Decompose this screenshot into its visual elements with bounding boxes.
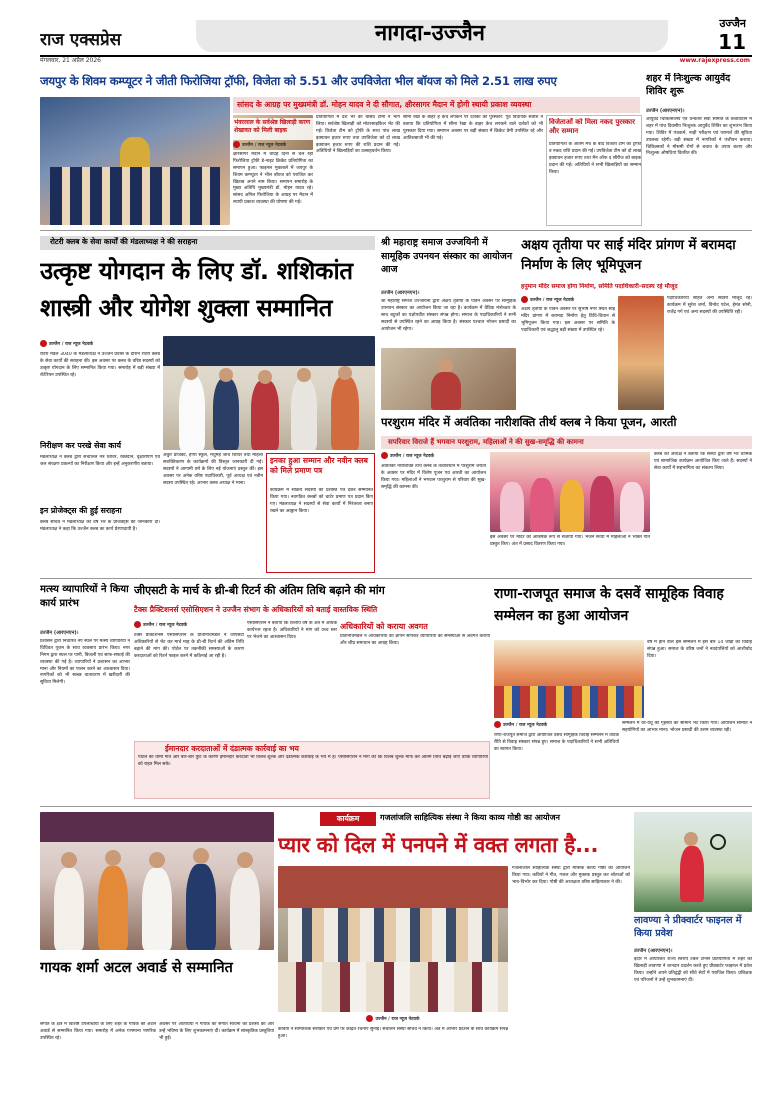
- karyakram-text1: गजलांजलि साहित्यिक संस्था द्वारा मासिक काव्य गोष्ठी का आयोजन किया गया। कवियों ने गीत, गजल और मुक्तक प्रस्तुत कर श्रोताओं को भाव-विभोर कर दिया। गोष्ठी की अध्यक्षता वरिष्ठ साहित्यकार ने की।: [512, 866, 630, 885]
- gst-box-text: प्रतिनिधिमंडल ने अधिकारियों को ज्ञापन सौंपकर व्यापारियों की समस्याओं से अवगत कराया और शीघ्र समाधान का आग्रह किया।: [340, 634, 490, 646]
- upanayan-text: श्री महाराष्ट्र समाज उज्जयिनी द्वारा अक्षय तृतीया के पावन अवसर पर सामूहिक उपनयन संस्कार का आयोजन किया जा रहा है। कार्यक्रम में वैदिक मंत्रोच्चार के साथ बटुकों का यज्ञोपवीत संस्कार संपन्न होगा। समाज के पदाधिकारियों ने सभी सदस्यों से उपस्थित रहने का आग्रह किया है। संस्कार पश्चात भोजन प्रसादी का आयोजन भी रहेगा।: [381, 299, 516, 332]
- rana-side-text: वर्ष में होने वाले इस सम्मेलन में इस बार 14 जोड़ों का विवाह संपन्न हुआ। समाज के वरिष्ठ जनों ने नवदंपत्तियों को आशीर्वाद दिया।: [647, 640, 752, 659]
- winners-box-title: विजेताओं को मिला नकद पुरस्कार और सम्मान: [549, 118, 635, 136]
- karyakram-label: कार्यक्रम: [336, 814, 360, 823]
- rotary-sub1: निरीक्षण कर परखे सेवा कार्य: [40, 441, 121, 450]
- akshay-headline: अक्षय तृतीया पर साई मंदिर प्रांगण में बरामदा निर्माण के लिए भूमिपूजन: [521, 238, 736, 274]
- gayak-text2: अवसर पर अतिथियों ने गायक की संगीत साधना की प्रशंसा की और उन्हें भविष्य के लिए शुभकामनाएं दीं। कार्यक्रम में सांस्कृतिक प्रस्तुतियां भी हुईं।: [159, 1022, 274, 1041]
- rana-byline: उज्जैन / राज न्यूज नेटवर्क: [494, 721, 644, 731]
- gst-box-head: अधिकारियों को कराया अवगत: [340, 622, 428, 631]
- gst-byline: उज्जैन / राज न्यूज नेटवर्क: [134, 621, 234, 631]
- winners-box-text: प्रतियोगिता के अंतिम मैच के बाद विजेता टीम को ट्रॉफी व नकद राशि प्रदान की गई। उपविजेता टीम को दो लाख इक्यावन हजार रुपए तथा मैन ऑफ द सीरीज को बाइक प्रदान की गई। अतिथियों ने सभी खिलाड़ियों का सम्मान किया।: [549, 142, 641, 175]
- gst-text2: एसोसिएशन ने बताया कि वित्तीय वर्ष के अंत में अधिक कार्यभार रहता है। अधिकारियों ने मांग को उच्च स्तर पर भेजने का आश्वासन दिया।: [247, 621, 337, 640]
- winners-box: [546, 115, 642, 226]
- gst-honest-text: पोर्टल की धीमी गति और बार-बार त्रुटि के कारण ईमानदार करदाता भी विलंब शुल्क और दंडात्मक कार्रवाई के भय में हैं। एसोसिएशन ने मांग की कि विलंब शुल्क माफ कर अंतिम तिथि बढ़ाई जाए ताकि व्यापारियों को राहत मिल सके।: [138, 755, 488, 767]
- edition-title: नागदा-उज्जैन: [375, 21, 485, 46]
- akshay-text: अक्षय तृतीया के पावन अवसर पर सुभाष नगर स्थित साई मंदिर प्रांगण में बरामदा निर्माण हेतु विधि-विधान से भूमिपूजन किया गया। इस अवसर पर समिति के पदाधिकारी एवं श्रद्धालु बड़ी संख्या में उपस्थित रहे।: [521, 307, 615, 333]
- rotary-middle-text: अंकुर प्रोजेक्ट, हैप्पी स्कूल, मधुमेह जांच शिविर तथा महिला सशक्तिकरण के कार्यक्रमों की विस्तृत जानकारी दी गई। सदस्यों ने आगामी वर्ष के लिए नई योजनाएं प्रस्तुत कीं। इस अवसर पर अनेक वरिष्ठ पदाधिकारी, पूर्व अध्यक्ष एवं नवीन सदस्य उपस्थित रहे। आभार क्लब अध्यक्ष ने माना।: [163, 453, 263, 486]
- rana-text1: राणा-राजपूत समाज द्वारा आयोजित दसवें सामूहिक विवाह सम्मेलन में वैदिक रीति से विवाह संस्कार संपन्न हुए। समाज के पदाधिकारियों ने सभी अतिथियों का स्वागत किया।: [494, 733, 619, 752]
- gst-headline: जीएसटी के मार्च के थ्री-बी रिटर्न की अंतिम तिथि बढ़ाने की मांग: [134, 584, 385, 597]
- karyakram-text2: कवियों ने सामाजिक सरोकार एवं प्रेम पर केंद्रित रचनाएं सुनाईं। संचालन संस्था सचिव ने किया। अंत में आभार प्रदर्शन के साथ कार्यक्रम संपन्न हुआ।: [278, 1027, 508, 1039]
- rotary-text1: रोटरी मंडल 3040 के मंडलाध्यक्ष ने उज्जैन प्रवास के दौरान रोटरी क्लब के सेवा कार्यों की सराहना की। इस अवसर पर क्लब के वरिष्ठ सदस्यों को उत्कृष्ट योगदान के लिए सम्मानित किया गया। समारोह में बड़ी संख्या में रोटेरियन उपस्थित रहे।: [40, 352, 160, 378]
- parshuram-headline: परशुराम मंदिर में अवंतिका नारीशक्ति तीर्थ क्लब ने किया पूजन, आरती: [381, 415, 677, 429]
- rana-text2: सम्मेलन में वर-वधू को गृहस्थी का सामान भेंट किया गया। आयोजन समिति ने सहयोगियों का आभार माना। भोजन प्रसादी की उत्तम व्यवस्था रही।: [622, 721, 752, 733]
- rotary-kicker: रोटरी क्लब के सेवा कार्यों की मंडलाध्यक्ष ने की सराहना: [50, 237, 198, 246]
- masthead: [0, 0, 778, 66]
- network-logo: [233, 141, 240, 148]
- issue-date: मंगलवार, 21 अप्रैल 2026: [40, 57, 101, 64]
- ayurveda-text: आयुर्वेद चिकित्सालय एवं धन्वंतरि सेवा समिति के तत्वावधान में शहर में पांच दिवसीय निःशुल्क आयुर्वेद शिविर का शुभारंभ किया गया। शिविर में पंचकर्म, नाड़ी परीक्षण एवं परामर्श की सुविधा उपलब्ध रहेगी। बड़ी संख्या में नागरिकों ने पंजीयन कराया। चिकित्सकों ने मौसमी रोगों से बचाव के उपाय बताए और निःशुल्क औषधियां वितरित की।: [646, 117, 752, 157]
- upanayan-photo: [381, 348, 516, 410]
- parshuram-text2: इस अवसर पर मंदिर को आकर्षक रूप से सजाया गया। भजन संध्या में महिलाओं ने भक्ति गीत प्रस्तुत किए। अंत में प्रसाद वितरण किया गया।: [490, 535, 650, 547]
- lawanya-headline: लावण्या ने प्रीक्वार्टर फाइनल में किया प्रवेश: [634, 915, 742, 940]
- lead-col1-text: क्षीरसागर मैदान में चौदह दिनों से चल रही फिरोजिया ट्रॉफी डे-नाइट क्रिकेट प्रतियोगिता का समापन हुआ। फाइनल मुकाबले में जयपुर के शिवम कम्प्यूटर ने भील बॉयज को पराजित कर खिताब अपने नाम किया। समापन समारोह के मुख्य अतिथि मुख्यमंत्री डॉ. मोहन यादव रहे। सांसद अनिल फिरोजिया के आग्रह पर मैदान में स्थायी प्रकाश व्यवस्था की घोषणा की गई।: [233, 152, 313, 206]
- lead-col2-text: प्रतियोगिता में देश भर की चौंसठ टीमों ने भाग लिया। सर्वश्रेष्ठ खिलाड़ी को मोटरसाइकिल भेंट की गई। विजेता टीम को ट्रॉफी के साथ पांच लाख इक्यावन हजार रुपए तथा उपविजेता को दो लाख इक्यावन हजार रुपए की राशि प्रदान की गई। अतिथियों ने खिलाड़ियों का उत्साहवर्धन किया।: [316, 115, 400, 155]
- gst-honest-box: [134, 741, 490, 799]
- gayak-photo: [40, 812, 274, 950]
- rana-headline: राणा-राजपूत समाज के दसवें सामूहिक विवाह सम्मेलन का हुआ आयोजन: [494, 586, 724, 625]
- upanayan-headline: श्री महाराष्ट्र समाज उज्जयिनी में सामूहिक उपनयन संस्कार का आयोजन आज: [381, 237, 513, 276]
- divider: [40, 230, 752, 231]
- lawanya-byline: उज्जैन (आरएनएन)।: [634, 948, 673, 954]
- ayurveda-headline: शहर में निःशुल्क आयुर्वेद शिविर शुरू: [646, 73, 731, 97]
- tennis-photo: [634, 812, 752, 912]
- parshuram-sub: सपरिवार विराजे हैं भगवान परशुराम, महिलाओं ने की सुख-समृद्धि की कामना: [388, 438, 584, 446]
- lead-photo-caption: भंवरलाल के सर्वश्रेष्ठ खिलाड़ी करण शेखावत को मिली बाइक: [233, 118, 313, 140]
- lead-byline: उज्जैन / राज न्यूज नेटवर्क: [233, 141, 313, 151]
- akshay-text2: पदाधिकारियों सहित अन्य सदस्य मौजूद रहे। कार्यक्रम में सुरेश शर्मा, विनोद पटेल, हेमंत सोनी, राजेंद्र गर्ग एवं अन्य सदस्यों की उपस्थिति रही।: [667, 296, 752, 315]
- karyakram-byline: उज्जैन / राज न्यूज नेटवर्क: [278, 1015, 508, 1025]
- matsya-byline: उज्जैन (आरएनएन)।: [40, 630, 79, 636]
- rotary-box: [266, 453, 375, 573]
- akshay-byline: उज्जैन / राज न्यूज नेटवर्क: [521, 296, 615, 306]
- racket-icon: [710, 834, 726, 850]
- gst-honest-head: ईमानदार करदाताओं में दंडात्मक कार्रवाई का भय: [165, 744, 299, 753]
- parshuram-text1: अवंतिका नारीशक्ति तीर्थ क्लब के तत्वावधान में परशुराम जयंती के अवसर पर मंदिर में विशेष पूजन एवं आरती का आयोजन किया गया। महिलाओं ने भगवान परशुराम से परिवार की सुख-समृद्धि की कामना की।: [381, 464, 486, 490]
- parshuram-text3: क्लब की अध्यक्ष ने बताया कि संस्था द्वारा वर्ष भर धार्मिक एवं सामाजिक कार्यक्रम आयोजित किए जाते हैं। सदस्यों ने सेवा कार्यों में सहभागिता का संकल्प लिया।: [654, 452, 752, 471]
- akshay-sub: हनुमान मंदिर समाज होगा निर्माण, समिति पदाधिकारी-सदस्य रहे मौजूद: [521, 283, 678, 290]
- city-name: उज्जैन: [719, 17, 746, 30]
- rotary-headline: उत्कृष्ट योगदान के लिए डॉ. शशिकांत शास्त्री और योगेश शुक्ला सम्मानित: [40, 257, 353, 323]
- karyakram-headline: प्यार को दिल में पनपने में वक्त लगता है...: [278, 833, 599, 857]
- rotary-photo: [163, 336, 375, 450]
- kavi-goshthi-photo: [278, 866, 508, 1012]
- person-figure: [179, 376, 205, 450]
- rotary-text3: क्लब सचिव ने मंडलाध्यक्ष को वर्ष भर के प्रोजेक्ट्स की जानकारी दी। मंडलाध्यक्ष ने कहा कि उज्जैन क्लब का कार्य प्रेरणादायी है।: [40, 520, 160, 532]
- ayurveda-byline: उज्जैन (आरएनएन)।: [646, 108, 685, 114]
- bhoomipujan-photo: [618, 296, 664, 410]
- lawanya-text: इंदौर में आयोजित राज्य स्तरीय टेबल टेनिस प्रतियोगिता में शहर की खिलाड़ी लावण्या ने शानदार प्रदर्शन करते हुए प्रीक्वार्टर फाइनल में प्रवेश किया। उन्होंने अपने प्रतिद्वंद्वी को सीधे सेटों में पराजित किया। प्रशिक्षक एवं परिजनों ने उन्हें शुभकामनाएं दीं।: [634, 957, 752, 983]
- website-link[interactable]: www.rajexpress.com: [679, 57, 750, 64]
- wedding-photo: [494, 640, 644, 718]
- rotary-text2: मंडलाध्यक्ष ने क्लब द्वारा संचालित नेत्र शिविर, रक्तदान, वृक्षारोपण एवं जल संरक्षण प्रकल्पों का निरीक्षण किया और इन्हें अनुकरणीय बताया।: [40, 455, 160, 467]
- parshuram-byline: उज्जैन / राज न्यूज नेटवर्क: [381, 452, 486, 462]
- rotary-byline: उज्जैन / राज न्यूज नेटवर्क: [40, 340, 160, 350]
- upanayan-byline: उज्जैन (आरएनएन)।: [381, 290, 420, 296]
- rotary-sub2: इन प्रोजेक्ट्स की हुई सराहना: [40, 506, 122, 515]
- rotary-box-text: कार्यक्रम में सक्रिय सदस्यों को प्रशस्ति पत्र देकर सम्मानित किया गया। नवगठित क्लबों को चार्टर प्रमाण पत्र प्रदान किए गए। मंडलाध्यक्ष ने सदस्यों से सेवा कार्यों में निरंतरता बनाए रखने का आह्वान किया।: [270, 488, 373, 514]
- gayak-text: संगीत के क्षेत्र में विशिष्ट उपलब्धियों के लिए शहर के गायक को अटल अवार्ड से सम्मानित किया गया। समारोह में अनेक गणमान्य नागरिक उपस्थित रहे।: [40, 1022, 156, 1041]
- rotary-box-head: इनका हुआ सम्मान और नवीन क्लब को मिले प्रमाण पत्र: [270, 456, 368, 475]
- gst-text1: टैक्स प्रैक्टिशनर्स एसोसिएशन के प्रतिनिधिमंडल ने जीएसटी अधिकारियों से भेंट कर मार्च माह के थ्री-बी रिटर्न की अंतिम तिथि बढ़ाने की मांग की। पोर्टल पर तकनीकी समस्याओं के कारण करदाताओं को रिटर्न फाइल करने में कठिनाई आ रही है।: [134, 633, 244, 659]
- lead-headline: जयपुर के शिवम कम्प्यूटर ने जीती फिरोजिया ट्रॉफी, विजेता को 5.51 और उपविजेता भील बॉयज को मिले 2.51 लाख रुपए: [40, 74, 557, 88]
- lead-col3-text: सीमा रेखा के बाहर हैं केच लपकने पर दर्शकों को पुरस्कार: पूर्व विधायक सतीश ने बताया कि प्रतियोगिता में सीमा रेखा के बाहर केच लपकने वाले दर्शकों को भी पुरस्कार दिया गया। समापन अवसर पर बड़ी संख्या में क्रिकेट प्रेमी उपस्थित रहे और आतिशबाजी भी की गई।: [403, 115, 543, 141]
- matsya-text: प्रशासन द्वारा निर्धारित नए स्थल पर मत्स्य व्यापारियों ने विधिवत पूजन के साथ व्यवसाय प्रारंभ किया। नगर निगम द्वारा स्थल पर पानी, बिजली एवं साफ-सफाई की व्यवस्था की गई है। व्यापारियों ने प्रशासन का आभार माना और नियमों का पालन करने का आश्वासन दिया। नागरिकों को भी स्वच्छ वातावरण में खरीदारी की सुविधा मिलेगी।: [40, 639, 130, 686]
- matsya-headline: मत्स्य व्यापारियों ने किया कार्य प्रारंभ: [40, 584, 129, 609]
- gst-box: [340, 621, 490, 738]
- page-number: 11: [718, 30, 746, 52]
- gst-sub: टैक्स प्रैक्टिशनर्स एसोसिएशन ने उज्जैन संभाग के अधिकारियों को बताई वास्तविक स्थिति: [134, 605, 378, 614]
- gayak-headline: गायक शर्मा अटल अवार्ड से सम्मानित: [40, 960, 233, 976]
- lead-subhead: सांसद के आग्रह पर मुख्यमंत्री डॉ. मोहन यादव ने दी सौगात, क्षीरसागर मैदान में होगी स्थायी प्रकाश व्यवस्था: [237, 100, 532, 109]
- cricket-team-photo: [40, 97, 230, 225]
- brand-name: राज एक्सप्रेस: [40, 30, 122, 50]
- karyakram-title: गजलांजलि साहित्यिक संस्था ने किया काव्य गोष्ठी का आयोजन: [380, 813, 560, 822]
- parshuram-photo: [490, 452, 650, 532]
